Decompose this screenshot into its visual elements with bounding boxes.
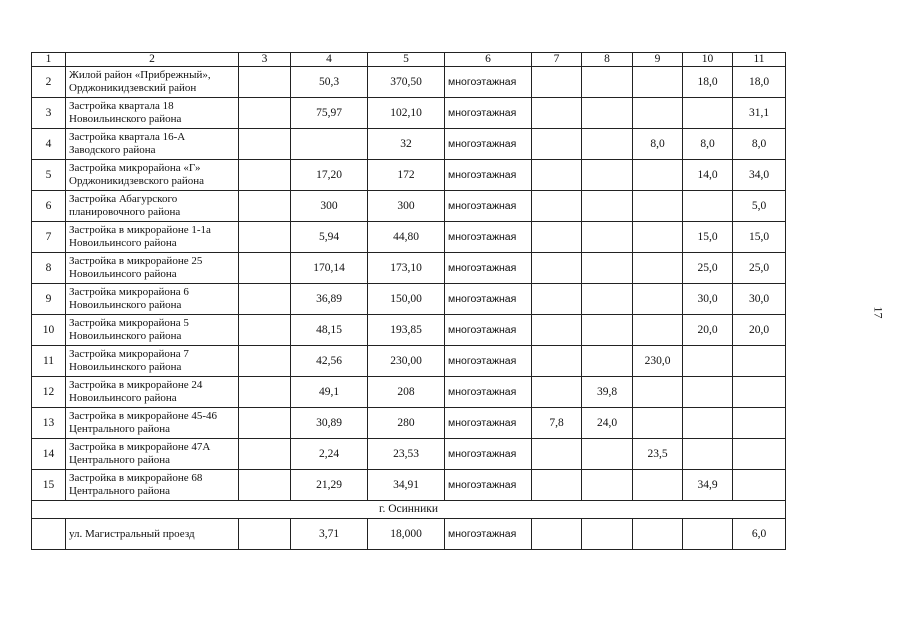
col-5-cell: 370,50 (368, 67, 445, 98)
col-11-cell (733, 439, 786, 470)
row-number: 2 (32, 67, 66, 98)
table-row (32, 408, 786, 439)
col-4-cell: 5,94 (291, 222, 368, 253)
col-3-cell (239, 315, 291, 346)
object-name: Застройка в микрорайоне 1-1а Новоильинсого района (66, 222, 239, 253)
col-10-cell (683, 408, 733, 439)
col-4-cell: 21,29 (291, 470, 368, 501)
col-9-cell: 230,0 (633, 346, 683, 377)
header-cell-7: 7 (532, 53, 582, 67)
table-row (32, 346, 786, 377)
col-10-cell (683, 346, 733, 377)
page-number: 17 (871, 306, 886, 319)
table-row (32, 470, 786, 501)
col-10-cell: 14,0 (683, 160, 733, 191)
col-8-cell (582, 98, 633, 129)
table-body (32, 53, 786, 550)
col-11-cell (733, 346, 786, 377)
object-name: Застройка в микрорайоне 24 Новоильинсого района (66, 377, 239, 408)
table-row (32, 191, 786, 222)
header-cell-2: 2 (66, 53, 239, 67)
row-number: 13 (32, 408, 66, 439)
table-row (32, 67, 786, 98)
col-11-cell: 34,0 (733, 160, 786, 191)
col-10-cell (683, 519, 733, 550)
col-5-cell: 18,000 (368, 519, 445, 550)
col-5-cell: 44,80 (368, 222, 445, 253)
col-7-cell (532, 98, 582, 129)
col-7-cell (532, 160, 582, 191)
col-8-cell (582, 67, 633, 98)
object-name: Застройка в микрорайоне 45-46 Центрального района (66, 408, 239, 439)
building-type: многоэтажная (445, 519, 532, 550)
object-name: Жилой район «Прибрежный», Орджоникидзевский район (66, 67, 239, 98)
col-8-cell (582, 253, 633, 284)
col-5-cell: 34,91 (368, 470, 445, 501)
col-3-cell (239, 253, 291, 284)
building-type: многоэтажная (445, 284, 532, 315)
col-5-cell: 172 (368, 160, 445, 191)
col-9-cell (633, 67, 683, 98)
col-3-cell (239, 222, 291, 253)
table-row (32, 98, 786, 129)
col-4-cell: 300 (291, 191, 368, 222)
col-3-cell (239, 519, 291, 550)
col-5-cell: 280 (368, 408, 445, 439)
col-10-cell (683, 191, 733, 222)
row-number: 3 (32, 98, 66, 129)
header-row (32, 53, 786, 67)
col-8-cell (582, 160, 633, 191)
building-type: многоэтажная (445, 160, 532, 191)
col-3-cell (239, 284, 291, 315)
col-4-cell: 2,24 (291, 439, 368, 470)
col-9-cell (633, 284, 683, 315)
col-10-cell: 20,0 (683, 315, 733, 346)
header-cell-9: 9 (633, 53, 683, 67)
object-name: Застройка Абагурского планировочного района (66, 191, 239, 222)
col-4-cell: 42,56 (291, 346, 368, 377)
col-5-cell: 23,53 (368, 439, 445, 470)
col-8-cell (582, 222, 633, 253)
building-type: многоэтажная (445, 253, 532, 284)
building-type: многоэтажная (445, 408, 532, 439)
col-3-cell (239, 439, 291, 470)
header-cell-1: 1 (32, 53, 66, 67)
col-3-cell (239, 129, 291, 160)
building-type: многоэтажная (445, 129, 532, 160)
table-row (32, 519, 786, 550)
building-type: многоэтажная (445, 315, 532, 346)
col-11-cell: 25,0 (733, 253, 786, 284)
col-5-cell: 193,85 (368, 315, 445, 346)
table-row (32, 129, 786, 160)
section-row (32, 501, 786, 519)
col-9-cell: 8,0 (633, 129, 683, 160)
row-number (32, 519, 66, 550)
header-cell-10: 10 (683, 53, 733, 67)
col-7-cell (532, 346, 582, 377)
col-10-cell: 18,0 (683, 67, 733, 98)
header-cell-3: 3 (239, 53, 291, 67)
col-9-cell (633, 408, 683, 439)
object-name: Застройка квартала 16-А Заводского района (66, 129, 239, 160)
building-type: многоэтажная (445, 470, 532, 501)
col-8-cell (582, 519, 633, 550)
object-name: Застройка квартала 18 Новоильинского района (66, 98, 239, 129)
header-cell-11: 11 (733, 53, 786, 67)
col-7-cell: 7,8 (532, 408, 582, 439)
col-9-cell (633, 315, 683, 346)
col-10-cell (683, 439, 733, 470)
header-cell-5: 5 (368, 53, 445, 67)
table-row (32, 315, 786, 346)
col-9-cell (633, 519, 683, 550)
object-name: Застройка микрорайона 6 Новоильинского района (66, 284, 239, 315)
header-cell-8: 8 (582, 53, 633, 67)
col-7-cell (532, 377, 582, 408)
col-11-cell: 20,0 (733, 315, 786, 346)
object-name: Застройка в микрорайоне 47А Центрального района (66, 439, 239, 470)
col-3-cell (239, 346, 291, 377)
table-row (32, 222, 786, 253)
col-5-cell: 173,10 (368, 253, 445, 284)
col-5-cell: 208 (368, 377, 445, 408)
col-8-cell (582, 315, 633, 346)
building-type: многоэтажная (445, 346, 532, 377)
building-type: многоэтажная (445, 191, 532, 222)
row-number: 9 (32, 284, 66, 315)
col-3-cell (239, 98, 291, 129)
col-11-cell (733, 470, 786, 501)
col-10-cell (683, 377, 733, 408)
table-row (32, 253, 786, 284)
object-name: Застройка микрорайона 7 Новоильинского района (66, 346, 239, 377)
col-11-cell: 5,0 (733, 191, 786, 222)
col-7-cell (532, 191, 582, 222)
table-row (32, 377, 786, 408)
col-7-cell (532, 253, 582, 284)
col-5-cell: 300 (368, 191, 445, 222)
col-3-cell (239, 470, 291, 501)
col-7-cell (532, 470, 582, 501)
object-name: Застройка в микрорайоне 25 Новоильинсого района (66, 253, 239, 284)
col-10-cell: 25,0 (683, 253, 733, 284)
col-5-cell: 230,00 (368, 346, 445, 377)
col-8-cell (582, 129, 633, 160)
row-number: 12 (32, 377, 66, 408)
col-3-cell (239, 67, 291, 98)
col-9-cell (633, 253, 683, 284)
object-name: ул. Магистральный проезд (66, 519, 239, 550)
table-row (32, 439, 786, 470)
col-7-cell (532, 222, 582, 253)
col-3-cell (239, 160, 291, 191)
col-4-cell: 75,97 (291, 98, 368, 129)
col-3-cell (239, 408, 291, 439)
row-number: 15 (32, 470, 66, 501)
col-3-cell (239, 377, 291, 408)
col-9-cell: 23,5 (633, 439, 683, 470)
col-4-cell: 48,15 (291, 315, 368, 346)
col-11-cell: 15,0 (733, 222, 786, 253)
col-11-cell: 8,0 (733, 129, 786, 160)
row-number: 10 (32, 315, 66, 346)
col-4-cell: 50,3 (291, 67, 368, 98)
col-4-cell: 36,89 (291, 284, 368, 315)
col-5-cell: 150,00 (368, 284, 445, 315)
col-4-cell: 49,1 (291, 377, 368, 408)
col-9-cell (633, 377, 683, 408)
col-7-cell (532, 284, 582, 315)
table-row (32, 160, 786, 191)
building-type: многоэтажная (445, 98, 532, 129)
col-8-cell (582, 439, 633, 470)
col-10-cell: 15,0 (683, 222, 733, 253)
col-3-cell (239, 191, 291, 222)
row-number: 7 (32, 222, 66, 253)
col-11-cell (733, 408, 786, 439)
building-type: многоэтажная (445, 439, 532, 470)
col-11-cell: 30,0 (733, 284, 786, 315)
col-11-cell: 6,0 (733, 519, 786, 550)
col-9-cell (633, 160, 683, 191)
object-name: Застройка микрорайона «Г» Орджоникидзевского района (66, 160, 239, 191)
object-name: Застройка в микрорайоне 68 Центрального района (66, 470, 239, 501)
row-number: 14 (32, 439, 66, 470)
col-10-cell: 30,0 (683, 284, 733, 315)
object-name: Застройка микрорайона 5 Новоильинского района (66, 315, 239, 346)
header-cell-4: 4 (291, 53, 368, 67)
housing-construction-table (31, 52, 786, 550)
col-8-cell (582, 284, 633, 315)
row-number: 8 (32, 253, 66, 284)
section-title: г. Осинники (32, 501, 786, 519)
col-4-cell: 30,89 (291, 408, 368, 439)
col-10-cell: 34,9 (683, 470, 733, 501)
row-number: 6 (32, 191, 66, 222)
col-8-cell (582, 346, 633, 377)
col-8-cell (582, 191, 633, 222)
col-4-cell: 3,71 (291, 519, 368, 550)
col-7-cell (532, 129, 582, 160)
col-4-cell: 170,14 (291, 253, 368, 284)
col-5-cell: 102,10 (368, 98, 445, 129)
col-10-cell: 8,0 (683, 129, 733, 160)
col-10-cell (683, 98, 733, 129)
row-number: 4 (32, 129, 66, 160)
col-11-cell (733, 377, 786, 408)
col-11-cell: 18,0 (733, 67, 786, 98)
col-11-cell: 31,1 (733, 98, 786, 129)
row-number: 11 (32, 346, 66, 377)
building-type: многоэтажная (445, 377, 532, 408)
col-9-cell (633, 470, 683, 501)
col-7-cell (532, 67, 582, 98)
col-4-cell (291, 129, 368, 160)
col-4-cell: 17,20 (291, 160, 368, 191)
building-type: многоэтажная (445, 67, 532, 98)
col-7-cell (532, 519, 582, 550)
row-number: 5 (32, 160, 66, 191)
col-5-cell: 32 (368, 129, 445, 160)
table-row (32, 284, 786, 315)
col-8-cell: 24,0 (582, 408, 633, 439)
col-8-cell (582, 470, 633, 501)
building-type: многоэтажная (445, 222, 532, 253)
col-9-cell (633, 222, 683, 253)
header-cell-6: 6 (445, 53, 532, 67)
col-9-cell (633, 191, 683, 222)
col-7-cell (532, 439, 582, 470)
col-9-cell (633, 98, 683, 129)
col-7-cell (532, 315, 582, 346)
col-8-cell: 39,8 (582, 377, 633, 408)
